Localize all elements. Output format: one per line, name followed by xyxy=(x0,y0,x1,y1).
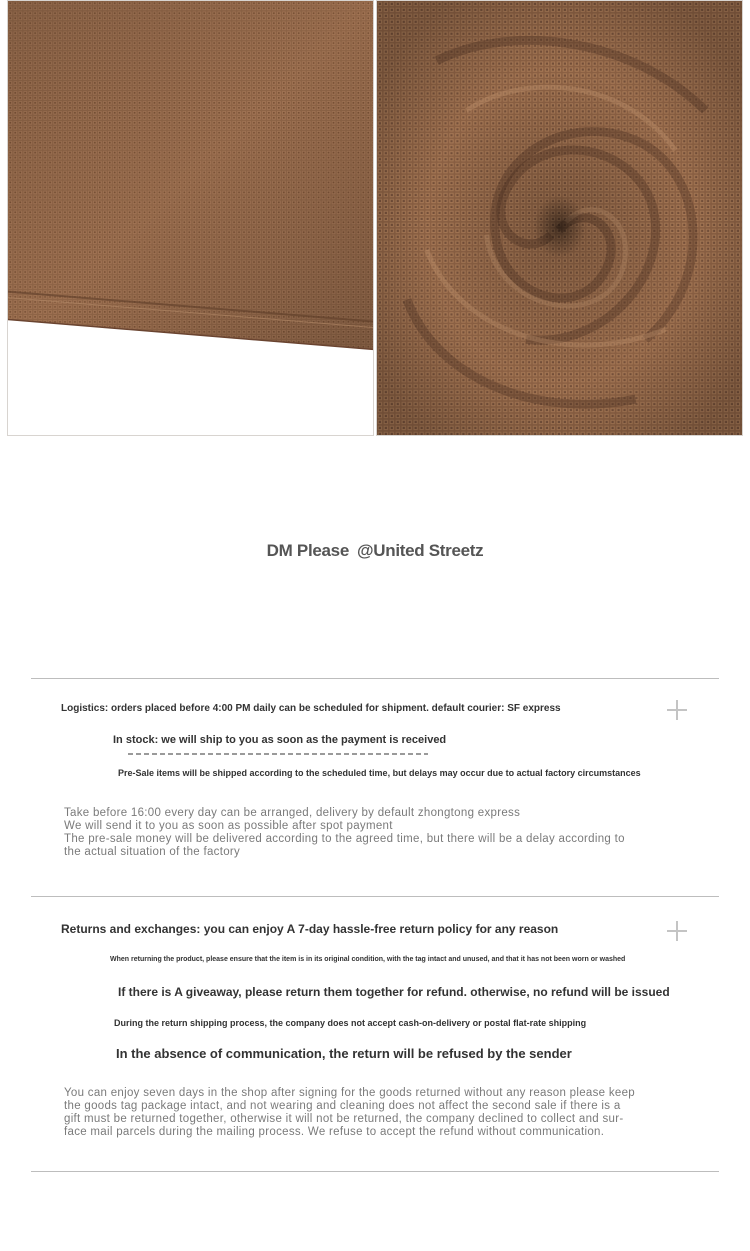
clipped-text-line xyxy=(128,752,428,756)
return-shipping-note: During the return shipping process, the company does not accept cash-on-delivery or postal flat-rate shipping xyxy=(114,1018,587,1028)
divider-bottom xyxy=(31,1171,719,1172)
logistics-paragraph-line: We will send it to you as soon as possible after spot payment xyxy=(64,820,393,832)
giveaway-note: If there is A giveaway, please return them together for refund. otherwise, no refund will be issued xyxy=(118,985,670,999)
logistics-heading: Logistics: orders placed before 4:00 PM daily can be scheduled for shipment. default courier: SF express xyxy=(61,703,561,714)
store-handle: @United Streetz xyxy=(356,541,484,560)
returns-heading: Returns and exchanges: you can enjoy A 7-day hassle-free return policy for any reason xyxy=(61,922,559,936)
returns-paragraph-line: gift must be returned together, otherwise it will not be returned, the company declined to collect and sur- xyxy=(64,1113,624,1125)
divider-middle xyxy=(31,896,719,897)
returns-paragraph-line: the goods tag package intact, and not wearing and cleaning does not affect the second sale if there is a xyxy=(64,1100,621,1112)
fabric-hem-photo xyxy=(7,0,374,436)
divider-top xyxy=(31,678,719,679)
product-photo-row xyxy=(0,0,750,440)
returns-paragraph-line: You can enjoy seven days in the shop after signing for the goods returned without any reason please keep xyxy=(64,1087,635,1099)
dm-text: DM Please xyxy=(266,541,349,560)
in-stock-note: In stock: we will ship to you as soon as the payment is received xyxy=(113,734,447,746)
fabric-swirl-photo xyxy=(376,0,743,436)
logistics-paragraph-line: The pre-sale money will be delivered according to the agreed time, but there will be a delay according to xyxy=(64,833,625,845)
logistics-paragraph-line: Take before 16:00 every day can be arranged, delivery by default zhongtong express xyxy=(64,807,521,819)
returns-paragraph xyxy=(64,1087,694,1139)
logistics-paragraph xyxy=(64,807,694,859)
expand-logistics-icon[interactable] xyxy=(667,700,687,720)
returns-condition-note: When returning the product, please ensure that the item is in its original condition, with the tag intact and unused, and that it has not been worn or washed xyxy=(110,956,626,963)
fabric-swirl-image xyxy=(377,1,742,435)
dm-banner xyxy=(0,541,750,561)
logistics-paragraph-line: the actual situation of the factory xyxy=(64,846,241,858)
expand-returns-icon[interactable] xyxy=(667,921,687,941)
communication-note: In the absence of communication, the return will be refused by the sender xyxy=(116,1046,572,1061)
presale-note: Pre-Sale items will be shipped according to the scheduled time, but delays may occur due to actual factory circumstances xyxy=(118,768,641,778)
returns-paragraph-line: face mail parcels during the mailing process. We refuse to accept the refund without communication. xyxy=(64,1126,605,1138)
fabric-hem-image xyxy=(8,1,373,435)
